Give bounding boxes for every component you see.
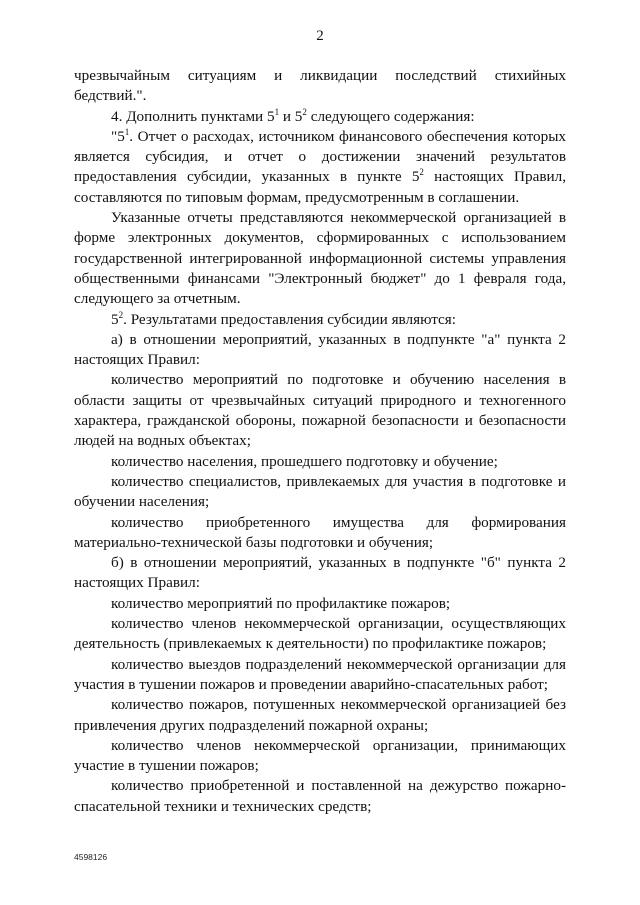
paragraph-text: следующего содержания: — [306, 107, 475, 125]
paragraph — [74, 66, 566, 107]
paragraph — [74, 594, 566, 614]
paragraph-text: "5 — [111, 127, 125, 145]
document-body — [74, 66, 566, 817]
paragraph-text: количество специалистов, привлекаемых для участия в подготовке и обучении населения; — [74, 472, 566, 511]
paragraph-text: а) в отношении мероприятий, указанных в подпункте "а" пункта 2 настоящих Правил: — [74, 330, 566, 369]
page-number: 2 — [316, 28, 324, 44]
paragraph-text: количество приобретенной и поставленной на дежурство пожарно-спасательной техники и технических средств; — [74, 777, 566, 815]
paragraph-text: настоящих Правил, составляются по типовым формам, предусмотренным в соглашении. — [74, 168, 566, 206]
paragraph — [74, 513, 566, 554]
paragraph — [74, 614, 566, 655]
paragraph — [74, 208, 566, 309]
paragraph-text: . Отчет о расходах, источником финансового обеспечения которых является субсидия, и отчет о достижении значений результатов предоставления субсидии, указанных в пункте 5 — [74, 127, 566, 186]
paragraph — [74, 330, 566, 371]
superscript: 2 — [419, 167, 424, 178]
paragraph — [74, 655, 566, 696]
paragraph-text: Указанные отчеты представляются некоммерческой организацией в форме электронных документов, сформированных с использованием государственной интегрированной информационной системы управления общественными финансами "Электронный бюджет" до 1 февраля года, следующего за отчетным. — [74, 209, 566, 308]
superscript: 2 — [302, 106, 307, 117]
paragraph — [74, 472, 566, 513]
paragraph-text: количество членов некоммерческой организации, осуществляющих деятельность (привлекаемых к деятельности) по профилактике пожаров; — [74, 615, 566, 653]
paragraph — [74, 310, 566, 330]
paragraph-text: количество членов некоммерческой организации, принимающих участие в тушении пожаров; — [74, 736, 566, 775]
paragraph — [74, 452, 566, 472]
paragraph-text: количество населения, прошедшего подготовку и обучение; — [111, 452, 498, 470]
superscript: 1 — [124, 126, 130, 137]
paragraph-text: б) в отношении мероприятий, указанных в подпункте "б" пункта 2 настоящих Правил: — [74, 554, 566, 592]
paragraph — [74, 127, 566, 208]
paragraph — [74, 776, 566, 817]
superscript: 1 — [274, 106, 280, 117]
paragraph-text: . Результатами предоставления субсидии являются: — [123, 310, 457, 328]
paragraph — [74, 370, 566, 451]
paragraph — [74, 107, 566, 127]
paragraph-text: количество выездов подразделений некоммерческой организации для участия в тушении пожаров и проведении аварийно-спасательных работ; — [74, 655, 566, 693]
paragraph — [74, 736, 566, 777]
paragraph-text: количество пожаров, потушенных некоммерческой организацией без привлечения других подразделений пожарной охраны; — [74, 696, 566, 734]
paragraph-text: и 5 — [279, 107, 303, 125]
paragraph-text: количество мероприятий по профилактике пожаров; — [111, 594, 451, 612]
paragraph-text: чрезвычайным ситуациям и ликвидации последствий стихийных бедствий.". — [74, 67, 566, 105]
paragraph-text: количество мероприятий по подготовке и обучению населения в области защиты от чрезвычайных ситуаций природного и техногенного характера, гражданской обороны, пожарной безопасности и безопасности людей на водных объектах; — [74, 371, 566, 450]
paragraph-text: 4. Дополнить пунктами 5 — [111, 107, 275, 125]
paragraph-text: 5 — [111, 310, 119, 328]
document-code: 4598126 — [74, 852, 108, 862]
paragraph — [74, 695, 566, 736]
paragraph-text: количество приобретенного имущества для формирования материально-технической базы подготовки и обучения; — [74, 513, 566, 551]
paragraph — [74, 553, 566, 594]
superscript: 2 — [118, 309, 124, 320]
